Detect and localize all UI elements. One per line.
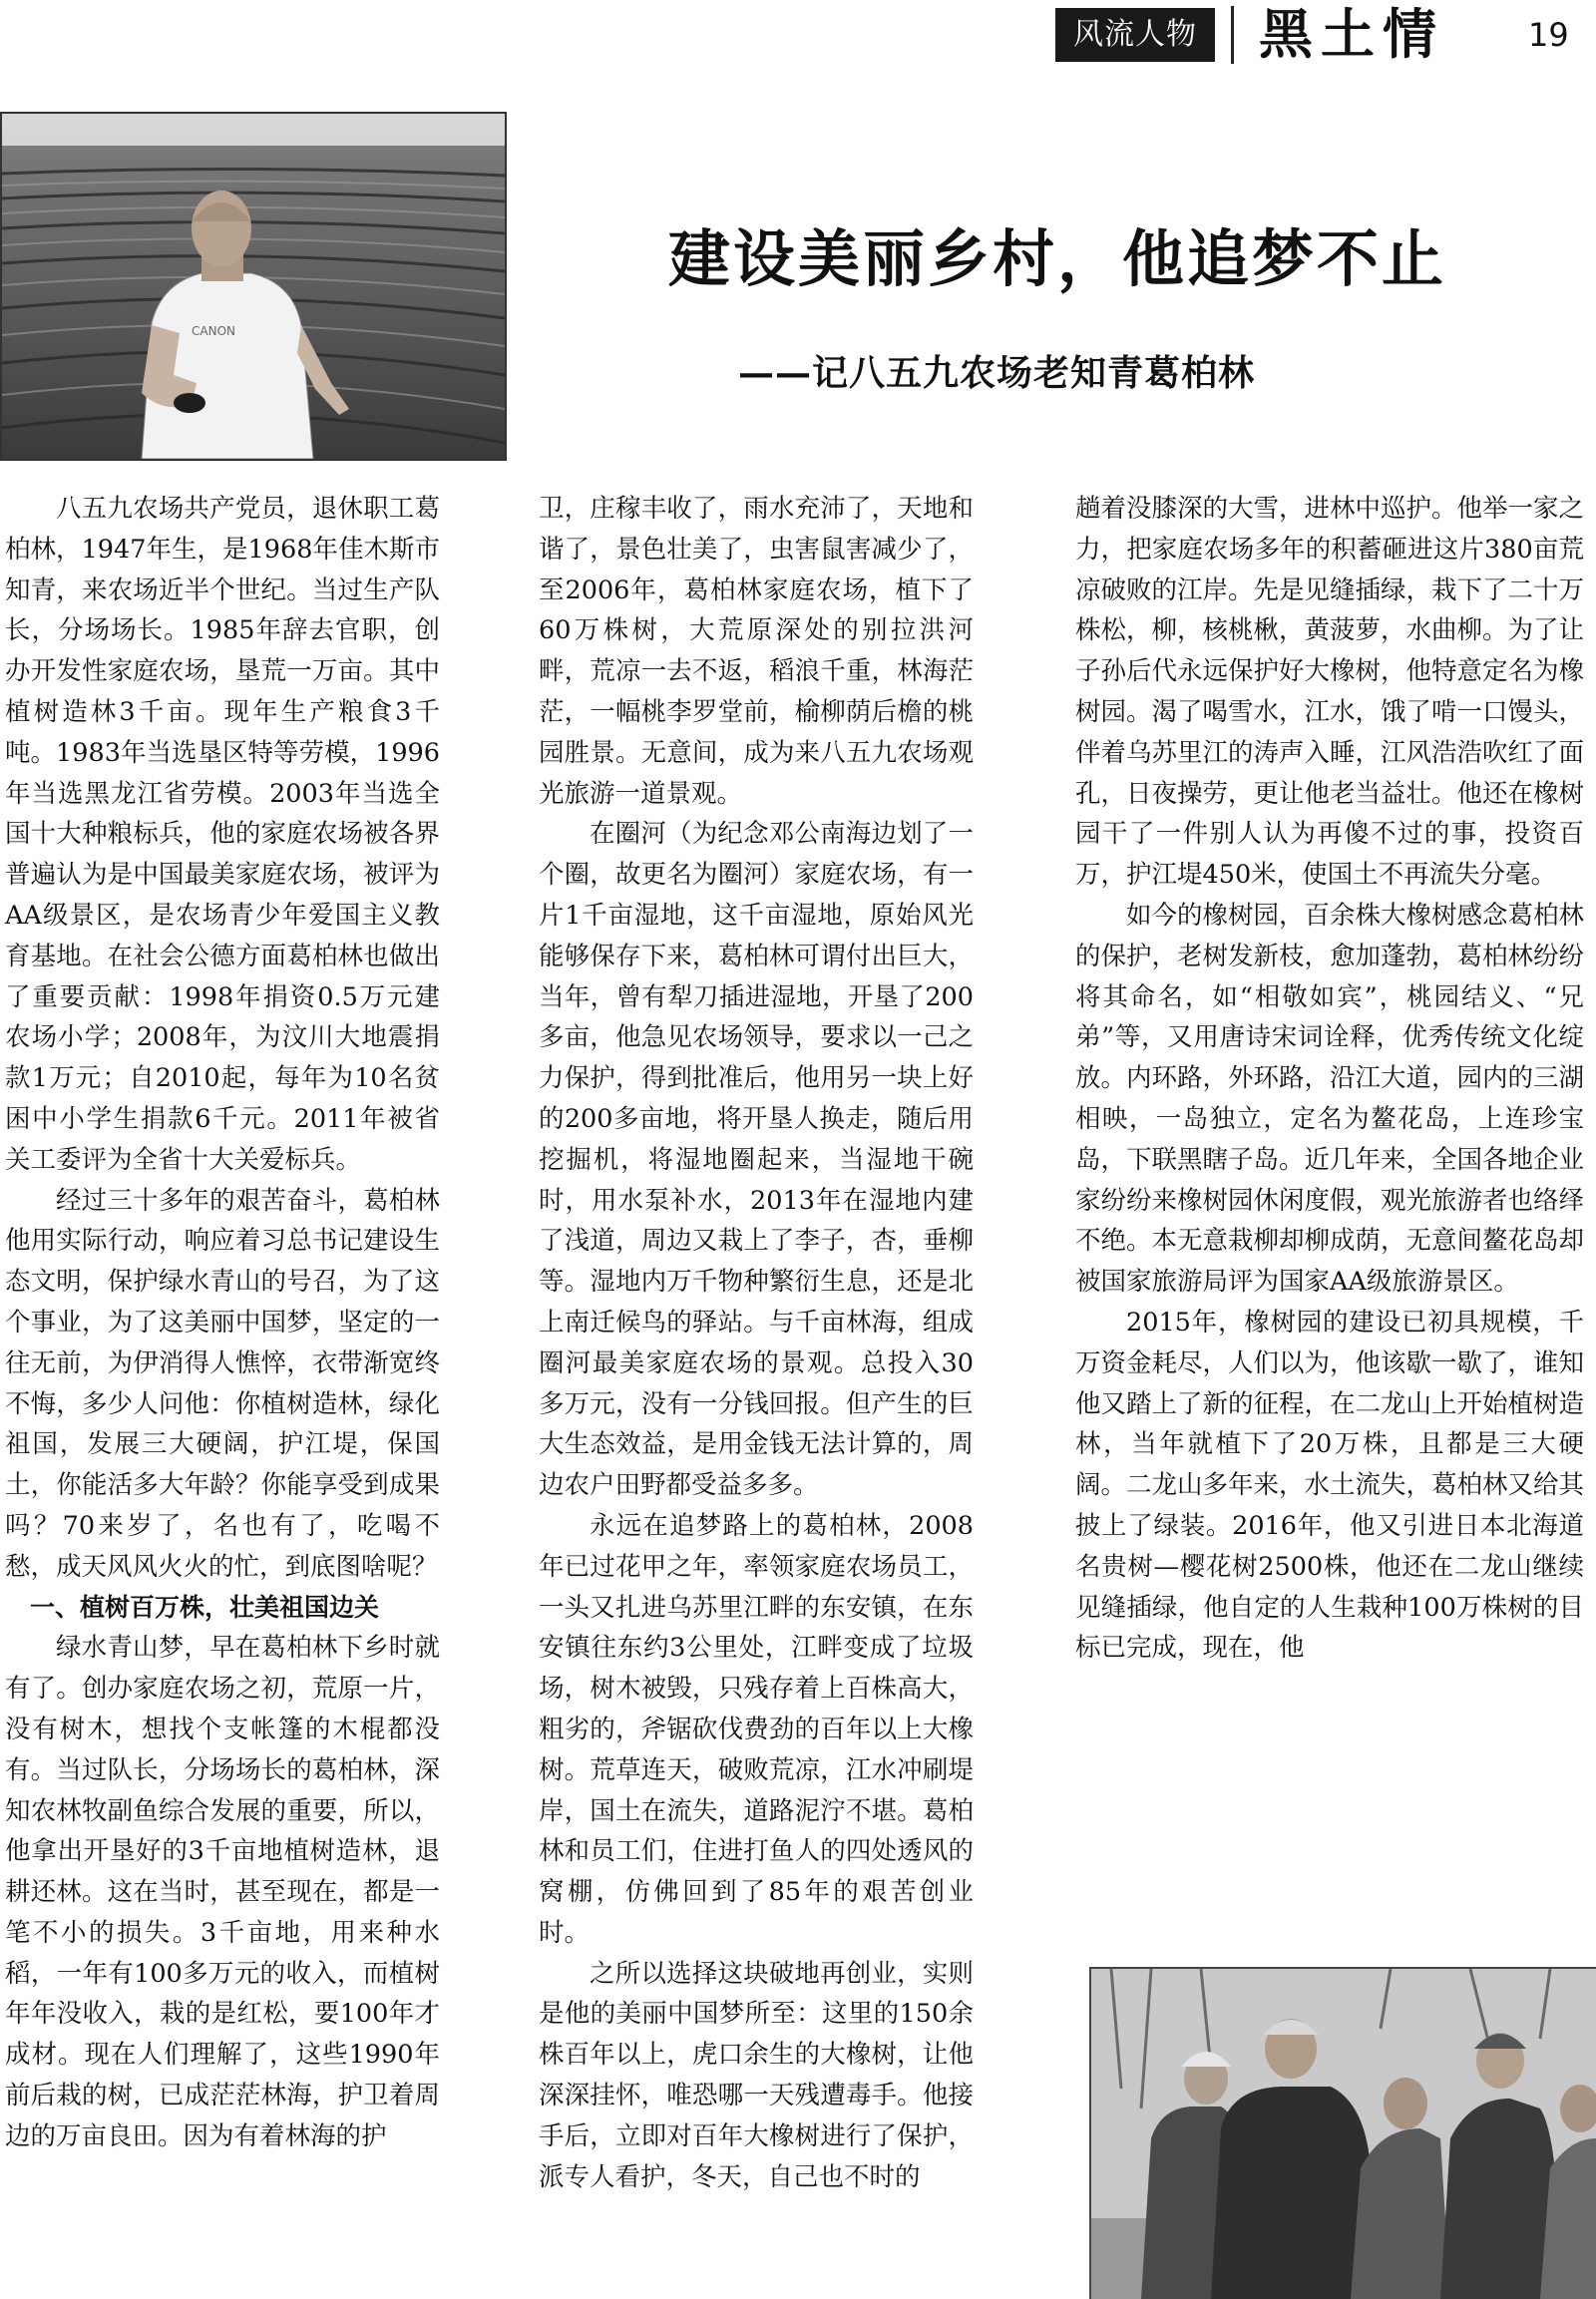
paragraph: 八五九农场共产党员，退休职工葛柏林，1947年生，是1968年佳木斯市知青，来农场近半个世纪。当过生产队长，分场场长。1985年辞去官职，创办开发性家庭农场，垦荒一万亩。其中植树造林3千亩。现年生产粮食3千吨。1983年当选垦区特等劳模，1996年当选黑龙江省劳模。2003年当选全国十大种粮标兵，他的家庭农场被各界普遍认为是中国最美家庭农场，被评为AA级景区，是农场青少年爱国主义教育基地。在社会公德方面葛柏林也做出了重要贡献：1998年捐资0.5万元建农场小学；2008年，为汶川大地震捐款1万元；自2010起，每年为10名贫困中小学生捐款6千元。2011年被省关工委评为全省十大关爱标兵。 — [5, 494, 440, 1175]
article-title: 建设美丽乡村，他追梦不止 — [667, 222, 1446, 295]
page-header — [0, 0, 1596, 75]
page-number: 19 — [1528, 16, 1569, 54]
paragraph: 之所以选择这块破地再创业，实则是他的美丽中国梦所至：这里的150余株百年以上，虎口余生的大橡树，让他深深挂怀，唯恐哪一天残遭毒手。他接手后，立即对百年大橡树进行了保护，派专人看护，冬天，自己也不时的 — [539, 1958, 974, 2192]
paragraph: 永远在追梦路上的葛柏林，2008年已过花甲之年，率领家庭农场员工，一头又扎进乌苏里江畔的东安镇，在东安镇往东约3公里处，江畔变成了垃圾场，树木被毁，只残存着上百株高大，粗劣的，斧锯砍伐费劲的百年以上大橡树。荒草连天，破败荒凉，江水冲刷堤岸，国土在流失，道路泥泞不堪。葛柏林和员工们，住进打鱼人的四处透风的窝棚，仿佛回到了85年的艰苦创业时。 — [539, 1510, 974, 1948]
text-column-2 — [539, 489, 974, 2197]
paragraph: 经过三十多年的艰苦奋斗，葛柏林他用实际行动，响应着习总书记建设生态文明，保护绿水青山的号召，为了这个事业，为了这美丽中国梦，坚定的一往无前，为伊消得人憔悴，衣带渐宽终不悔，多少人问他：你植树造林，绿化祖国，发展三大硬阔，护江堤，保国土，你能活多大年龄？你能享受到成果吗？70来岁了，名也有了，吃喝不愁，成天风风火火的忙，到底图啥呢？ — [5, 1185, 440, 1582]
paragraph: 绿水青山梦，早在葛柏林下乡时就有了。创办家庭农场之初，荒原一片，没有树木，想找个支帐篷的木棍都没有。当过队长，分场场长的葛柏林，深知农林牧副鱼综合发展的重要，所以，他拿出开垦好的3千亩地植树造林，退耕还林。这在当时，甚至现在，都是一笔不小的损失。3千亩地，用来种水稻，一年有100多万元的收入，而植树年年没收入，栽的是红松，要100年才成材。现在人们理解了，这些1990年前后栽的树，已成茫茫林海，护卫着周边的万亩良田。因为有着林海的护 — [5, 1633, 440, 2151]
portrait-photo — [0, 112, 507, 461]
group-photo — [1089, 1967, 1596, 2299]
paragraph: 如今的橡树园，百余株大橡树感念葛柏林的保护，老树发新枝，愈加蓬勃，葛柏林纷纷将其命名，如“相敬如宾”，桃园结义、“兄弟”等，又用唐诗宋词诠释，优秀传统文化绽放。内环路，外环路，沿江大道，园内的三湖相映，一岛独立，定名为鳌花岛，上连珍宝岛，下联黑瞎子岛。近几年来，全国各地企业家纷纷来橡树园休闲度假，观光旅游者也络绎不绝。本无意栽柳却柳成荫，无意间鳌花岛却被国家旅游局评为国家AA级旅游景区。 — [1075, 900, 1584, 1298]
svg-text:CANON: CANON — [192, 324, 235, 338]
text-column-3 — [1075, 489, 1584, 1985]
magazine-name: 黑土情 — [1259, 2, 1444, 66]
paragraph: 趟着没膝深的大雪，进林中巡护。他举一家之力，把家庭农场多年的积蓄砸进这片380亩荒凉破败的江岸。先是见缝插绿，栽下了二十万株松，柳，核桃楸，黄菠萝，水曲柳。为了让子孙后代永远保护好大橡树，他特意定名为橡树园。渴了喝雪水，江水，饿了啃一口馒头，伴着乌苏里江的涛声入睡，江风浩浩吹红了面孔，日夜操劳，更让他老当益壮。他还在橡树园干了一件别人认为再傻不过的事，投资百万，护江堤450米，使国土不再流失分毫。 — [1075, 494, 1584, 891]
paragraph: 在圈河（为纪念邓公南海边划了一个圈，故更名为圈河）家庭农场，有一片1千亩湿地，这千亩湿地，原始风光能够保存下来，葛柏林可谓付出巨大，当年，曾有犁刀插进湿地，开垦了200多亩，他急见农场领导，要求以一己之力保护，得到批准后，他用另一块上好的200多亩地，将开垦人换走，随后用挖掘机，将湿地圈起来，当湿地干碗时，用水泵补水，2013年在湿地内建了浅道，周边又栽上了李子，杏，垂柳等。湿地内万千物种繁衍生息，还是北上南迁候鸟的驿站。与千亩林海，组成圈河最美家庭农场的景观。总投入30多万元，没有一分钱回报。但产生的巨大生态效益，是用金钱无法计算的，周边农户田野都受益多多。 — [539, 819, 974, 1501]
text-column-1 — [5, 489, 440, 2157]
section-tag: 风流人物 — [1055, 8, 1215, 62]
paragraph: 卫，庄稼丰收了，雨水充沛了，天地和谐了，景色壮美了，虫害鼠害减少了，至2006年，葛柏林家庭农场，植下了60万株树，大荒原深处的别拉洪河畔，荒凉一去不返，稻浪千重，林海茫茫，一幅桃李罗堂前，榆柳荫后檐的桃园胜景。无意间，成为来八五九农场观光旅游一道景观。 — [539, 494, 974, 809]
paragraph: 2015年，橡树园的建设已初具规模，千万资金耗尽，人们以为，他该歇一歇了，谁知他又踏上了新的征程，在二龙山上开始植树造林，当年就植下了20万株，且都是三大硬阔。二龙山多年来，水土流失，葛柏林又给其披上了绿装。2016年，他又引进日本北海道名贵树—樱花树2500株，他还在二龙山继续见缝插绿，他自定的人生栽种100万株树的目标已完成，现在，他 — [1075, 1307, 1584, 1664]
section-heading: 一、植树百万株，壮美祖国边关 — [30, 1592, 380, 1622]
article-subtitle: ——记八五九农场老知青葛柏林 — [738, 352, 1256, 394]
header-divider — [1231, 6, 1234, 64]
